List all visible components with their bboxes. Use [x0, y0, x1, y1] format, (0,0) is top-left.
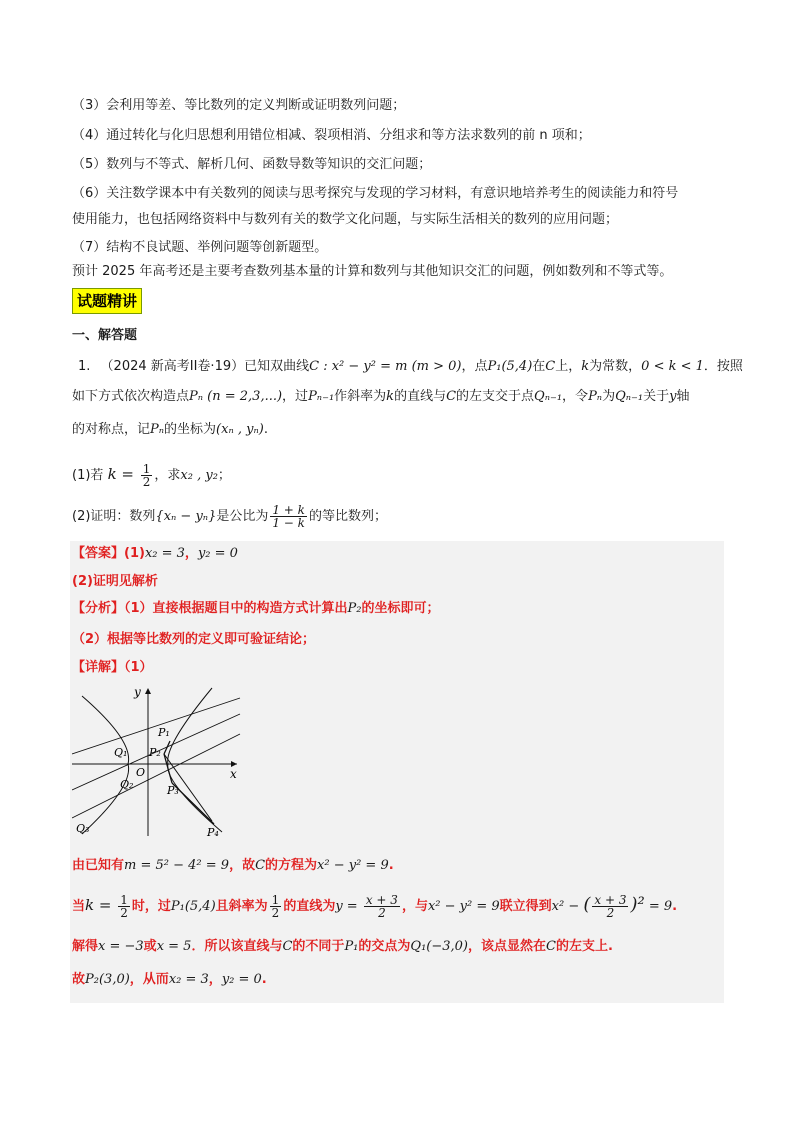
k-var: k — [581, 359, 590, 374]
fraction-ratio — [270, 504, 307, 529]
text: . — [261, 972, 267, 987]
text: 当 — [72, 899, 86, 914]
text: 的方程为 — [265, 858, 318, 873]
den: 1 − k — [272, 516, 305, 530]
problem-source: （2024 新高考II卷·19）已知双曲线 — [100, 359, 310, 374]
solution-step-3 — [72, 937, 613, 957]
text: ．按照 — [703, 359, 743, 374]
solution-step-1 — [72, 856, 394, 876]
num: 1 — [142, 462, 151, 476]
point-q1: Q₁(−3,0) — [410, 939, 469, 954]
point-pn: Pₙ (n = 2,3,...) — [189, 389, 283, 404]
root-1: x = −3 — [98, 939, 144, 954]
problem-line-1 — [72, 357, 743, 377]
y-axis-label: y — [134, 686, 141, 699]
answer-y2: y₂ = 0 — [197, 546, 238, 561]
den: 2 — [606, 906, 615, 920]
y-equals: y = — [335, 899, 362, 914]
label-p4: P₄ — [207, 826, 219, 836]
text: 且斜率为 — [215, 899, 268, 914]
text: ， — [184, 546, 198, 561]
objective-5: （5）数列与不等式、解析几何、函数导数等知识的交汇问题； — [72, 157, 432, 172]
text: 作斜率为 — [334, 389, 387, 404]
m-value: m = 5² − 4² = 9 — [124, 858, 230, 873]
k-equals: k = — [107, 465, 139, 483]
x2-value: x₂ = 3 — [168, 972, 209, 987]
origin-label: O — [136, 766, 146, 779]
problem-line-2 — [72, 387, 689, 407]
k-range: 0 < k < 1 — [641, 359, 704, 374]
num: x + 3 — [365, 893, 398, 907]
point-p2: P₂ — [347, 601, 362, 616]
den: 2 — [378, 906, 386, 920]
text: 的不同于 — [292, 939, 345, 954]
num: 1 — [271, 893, 280, 907]
paren-close: )² — [630, 894, 645, 915]
solution-step-4 — [72, 970, 267, 990]
label-p2: P₂ — [149, 746, 161, 759]
paren-open: ( — [583, 894, 591, 915]
analysis-line-1 — [72, 599, 440, 619]
text: 的直线与 — [394, 389, 447, 404]
y-var: y — [669, 389, 677, 404]
coordinates-xn-yn: (xₙ , yₙ) — [216, 422, 264, 437]
analysis-line-2: （2）根据等比数列的定义即可验证结论； — [72, 632, 316, 647]
answer-line — [72, 544, 238, 564]
sequence-xn-yn: {xₙ − yₙ} — [155, 509, 217, 524]
text: 为 — [602, 389, 616, 404]
fraction-one-half — [141, 463, 153, 488]
hyperbola-equation: C : x² − y² = m (m > 0) — [309, 359, 462, 374]
hyperbola-left-branch — [82, 696, 129, 834]
point-p2: P₂(3,0) — [85, 972, 130, 987]
den: 2 — [142, 475, 151, 489]
curve-c: C — [546, 939, 556, 954]
text: (1)若 — [72, 468, 104, 483]
label-p1: P₁ — [158, 726, 170, 739]
text: 如下方式依次构造点 — [72, 389, 190, 404]
text: 关于 — [643, 389, 670, 404]
text: ，与 — [401, 899, 428, 914]
curve-c: C — [545, 359, 556, 374]
k-equals: k = — [85, 896, 117, 914]
answer-proof: (2)证明见解析 — [72, 574, 158, 589]
point-pn: Pₙ — [588, 389, 603, 404]
fraction-slope — [270, 894, 282, 919]
text: 联立得到 — [499, 899, 552, 914]
label-q3: Q₃ — [76, 822, 90, 835]
text: 的对称点，记 — [72, 422, 151, 437]
text: ，求 — [154, 468, 181, 483]
text: 的坐标即可； — [361, 601, 440, 616]
answer-x2: x₂ = 3 — [144, 546, 185, 561]
point-qn-1: Qₙ₋₁ — [615, 389, 644, 404]
x2-y2: x₂ , y₂ — [180, 468, 218, 483]
text: . — [263, 422, 268, 437]
curve-c: C — [255, 858, 266, 873]
curve-c: C — [282, 939, 293, 954]
label-q2: Q₂ — [120, 778, 134, 791]
num: 1 + k — [272, 503, 305, 517]
text: 的交点为 — [358, 939, 411, 954]
objective-7: （7）结构不良试题、举例问题等创新题型。 — [72, 240, 328, 255]
den: 2 — [271, 906, 280, 920]
text: 的左支上. — [555, 939, 613, 954]
text: . — [388, 858, 394, 873]
point-p1: P₁ — [344, 939, 359, 954]
text: 是公比为 — [216, 509, 269, 524]
text: (2)证明：数列 — [72, 509, 156, 524]
x-axis-label: x — [230, 767, 237, 781]
text: ，故 — [229, 858, 256, 873]
point-p1: P₁(5,4) — [170, 899, 216, 914]
text: ； — [217, 468, 231, 483]
point-pn: Pₙ — [150, 422, 165, 437]
den: 2 — [120, 906, 128, 920]
point-pn-1: Pₙ₋₁ — [308, 389, 335, 404]
analysis-label: 【分析】（1）直接根据题目中的构造方式计算出 — [72, 601, 348, 616]
section-heading: 一、解答题 — [72, 328, 138, 343]
objective-3: （3）会利用等差、等比数列的定义判断或证明数列问题； — [72, 98, 406, 113]
text: ，过 — [282, 389, 309, 404]
text: ，从而 — [129, 972, 169, 987]
label-p3: P₃ — [167, 784, 179, 797]
objective-4: （4）通过转化与化归思想利用错位相减、裂项相消、分组求和等方法求数列的前 n 项和； — [72, 128, 591, 143]
text: 轴 — [676, 389, 690, 404]
curve-equation: x² − y² = 9 — [317, 858, 389, 873]
problem-number: 1. — [78, 359, 91, 374]
text: . — [672, 899, 678, 914]
text: ，令 — [562, 389, 589, 404]
y-axis-arrow — [145, 688, 151, 694]
equals-nine: = 9 — [644, 899, 673, 914]
y2-value: y₂ = 0 — [221, 972, 262, 987]
sub-question-2 — [72, 503, 387, 531]
text: 上， — [555, 359, 582, 374]
text: 的等比数列； — [308, 509, 387, 524]
objective-6-line1: （6）关注数学课本中有关数列的阅读与思考探究与发现的学习材料，有意识地培养考生的阅读能力和符号 — [72, 186, 679, 201]
section-badge: 试题精讲 — [72, 288, 142, 314]
num: x + 3 — [594, 893, 627, 907]
fraction-line — [364, 894, 400, 919]
text: 故 — [72, 972, 86, 987]
point-p1: P₁(5,4) — [487, 359, 533, 374]
answer-label: 【答案】(1) — [72, 546, 145, 561]
fraction-one-half — [118, 894, 130, 919]
curve-equation: x² − y² = 9 — [427, 899, 500, 914]
point-qn-1: Qₙ₋₁ — [534, 389, 563, 404]
text: 由已知有 — [72, 858, 125, 873]
hyperbola-graph — [72, 686, 242, 836]
root-2: x = 5 — [156, 939, 192, 954]
text: 为常数， — [589, 359, 642, 374]
text: 或 — [143, 939, 157, 954]
text: ，该点显然在 — [468, 939, 547, 954]
solution-step-2 — [72, 890, 677, 922]
text: 解得 — [72, 939, 99, 954]
text: ， — [208, 972, 222, 987]
hyperbola-right-branch — [168, 688, 222, 832]
combined-left: x² − — [551, 899, 584, 914]
text: ．所以该直线与 — [191, 939, 283, 954]
label-q1: Q₁ — [114, 746, 128, 759]
text: 的左支交于点 — [456, 389, 535, 404]
fraction-combined — [592, 894, 628, 919]
problem-line-3 — [72, 420, 268, 440]
num: 1 — [120, 893, 128, 907]
text: 在 — [532, 359, 546, 374]
detail-label: 【详解】（1） — [72, 660, 153, 675]
text: 时，过 — [131, 899, 171, 914]
objective-6-line2: 使用能力，也包括网络资料中与数列有关的数学文化问题，与实际生活相关的数列的应用问题； — [72, 212, 619, 227]
forecast-text: 预计 2025 年高考还是主要考查数列基本量的计算和数列与其他知识交汇的问题，例如数列和不等式等。 — [72, 264, 673, 279]
text: 的直线为 — [283, 899, 336, 914]
k-var: k — [386, 389, 395, 404]
curve-c: C — [446, 389, 457, 404]
text: ，点 — [461, 359, 488, 374]
sub-question-1 — [72, 460, 231, 490]
text: 的坐标为 — [164, 422, 217, 437]
